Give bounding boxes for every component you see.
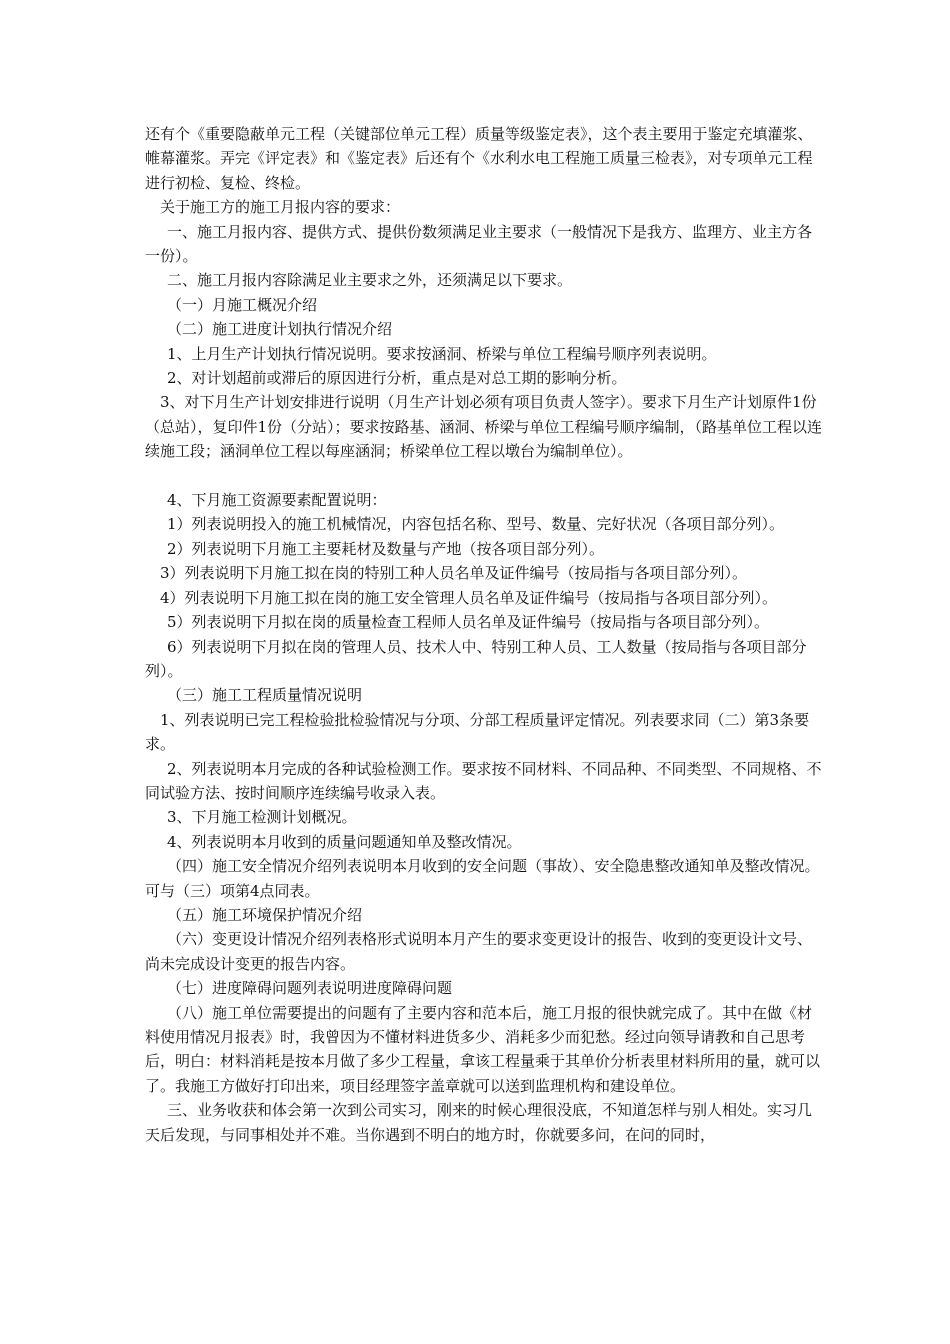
paragraph-9: 3、对下月生产计划安排进行说明（月生产计划必须有项目负责人签字）。要求下月生产计划原件1份（总站），复印件1份（分站）；要求按路基、涵洞、桥梁与单位工程编号顺序编制，（路基单位工程以连续施工段；涵洞单位工程以每座涵洞；桥梁单位工程以墩台为编制单位）。 bbox=[145, 393, 823, 461]
paragraph-3: 一、施工月报内容、提供方式、提供份数须满足业主要求（一般情况下是我方、监理方、业主方各一份）。 bbox=[145, 222, 813, 266]
paragraph-11: 1）列表说明投入的施工机械情况，内容包括名称、型号、数量、完好状况（各项目部分列）。 bbox=[167, 515, 785, 534]
paragraph-22: （四）施工安全情况介绍列表说明本月收到的安全问题（事故）、安全隐患整改通知单及整改情况。可与（三）项第4点同表。 bbox=[145, 857, 820, 900]
paragraph-12: 2）列表说明下月施工主要耗材及数量与产地（按各项目部分列）。 bbox=[167, 539, 605, 558]
paragraph-6: （二）施工进度计划执行情况介绍 bbox=[167, 320, 393, 339]
paragraph-16: 6）列表说明下月拟在岗的管理人员、技术人中、特别工种人员、工人数量（按局指与各项目部分列）。 bbox=[145, 637, 807, 680]
paragraph-7: 1、上月生产计划执行情况说明。要求按涵洞、桥梁与单位工程编号顺序列表说明。 bbox=[167, 344, 717, 363]
paragraph-17: （三）施工工程质量情况说明 bbox=[167, 686, 363, 705]
paragraph-2: 关于施工方的施工月报内容的要求： bbox=[160, 198, 401, 217]
paragraph-23: （五）施工环境保护情况介绍 bbox=[167, 905, 363, 924]
blank-line bbox=[145, 464, 825, 488]
paragraph-21: 4、列表说明本月收到的质量问题通知单及整改情况。 bbox=[167, 832, 522, 851]
paragraph-25: （七）进度障碍问题列表说明进度障碍问题 bbox=[167, 979, 453, 998]
paragraph-20: 3、下月施工检测计划概况。 bbox=[167, 808, 357, 827]
paragraph-10: 4、下月施工资源要素配置说明： bbox=[167, 491, 387, 510]
paragraph-1: 还有个《重要隐蔽单元工程（关键部位单元工程）质量等级鉴定表》，这个表主要用于鉴定充填灌浆、帷幕灌浆。弄完《评定表》和《鉴定表》后还有个《水利水电工程施工质量三检表》，对专项单元工程进行初检、复检、终检。 bbox=[145, 125, 813, 192]
paragraph-13: 3）列表说明下月施工拟在岗的特别工种人员名单及证件编号（按局指与各项目部分列）。 bbox=[160, 564, 748, 583]
paragraph-5: （一）月施工概况介绍 bbox=[167, 295, 318, 314]
document-body bbox=[145, 122, 825, 1147]
paragraph-18: 1、列表说明已完工程检验批检验情况与分项、分部工程质量评定情况。列表要求同（二）第3条要求。 bbox=[145, 710, 810, 754]
paragraph-14: 4）列表说明下月施工拟在岗的施工安全管理人员名单及证件编号（按局指与各项目部分列）。 bbox=[160, 588, 778, 607]
paragraph-8: 2、对计划超前或滞后的原因进行分析，重点是对总工期的影响分析。 bbox=[167, 369, 627, 388]
paragraph-24: （六）变更设计情况介绍列表格形式说明本月产生的要求变更设计的报告、收到的变更设计文号、尚未完成设计变更的报告内容。 bbox=[145, 930, 813, 973]
paragraph-19: 2、列表说明本月完成的各种试验检测工作。要求按不同材料、不同品种、不同类型、不同规格、不同试验方法、按时间顺序连续编号收录入表。 bbox=[145, 759, 822, 802]
paragraph-4: 二、施工月报内容除满足业主要求之外，还须满足以下要求。 bbox=[167, 271, 573, 290]
paragraph-26: （八）施工单位需要提出的问题有了主要内容和范本后，施工月报的很快就完成了。其中在做《材料使用情况月报表》时，我曾因为不懂材料进货多少、消耗多少而犯愁。经过向领导请教和自己思考后，明白：材料消耗是按本月做了多少工程量，拿该工程量乘于其单价分析表里材料所用的量，就可以了。我施工方做好打印出来，项目经理签字盖章就可以送到监理机构和建设单位。 bbox=[145, 1003, 821, 1095]
paragraph-27: 三、业务收获和体会第一次到公司实习，刚来的时候心理很没底，不知道怎样与别人相处。实习几天后发现，与同事相处并不难。当你遇到不明白的地方时，你就要多问，在问的同时， bbox=[145, 1101, 813, 1144]
paragraph-15: 5）列表说明下月拟在岗的质量检查工程师人员名单及证件编号（按局指与各项目部分列）。 bbox=[167, 613, 770, 632]
